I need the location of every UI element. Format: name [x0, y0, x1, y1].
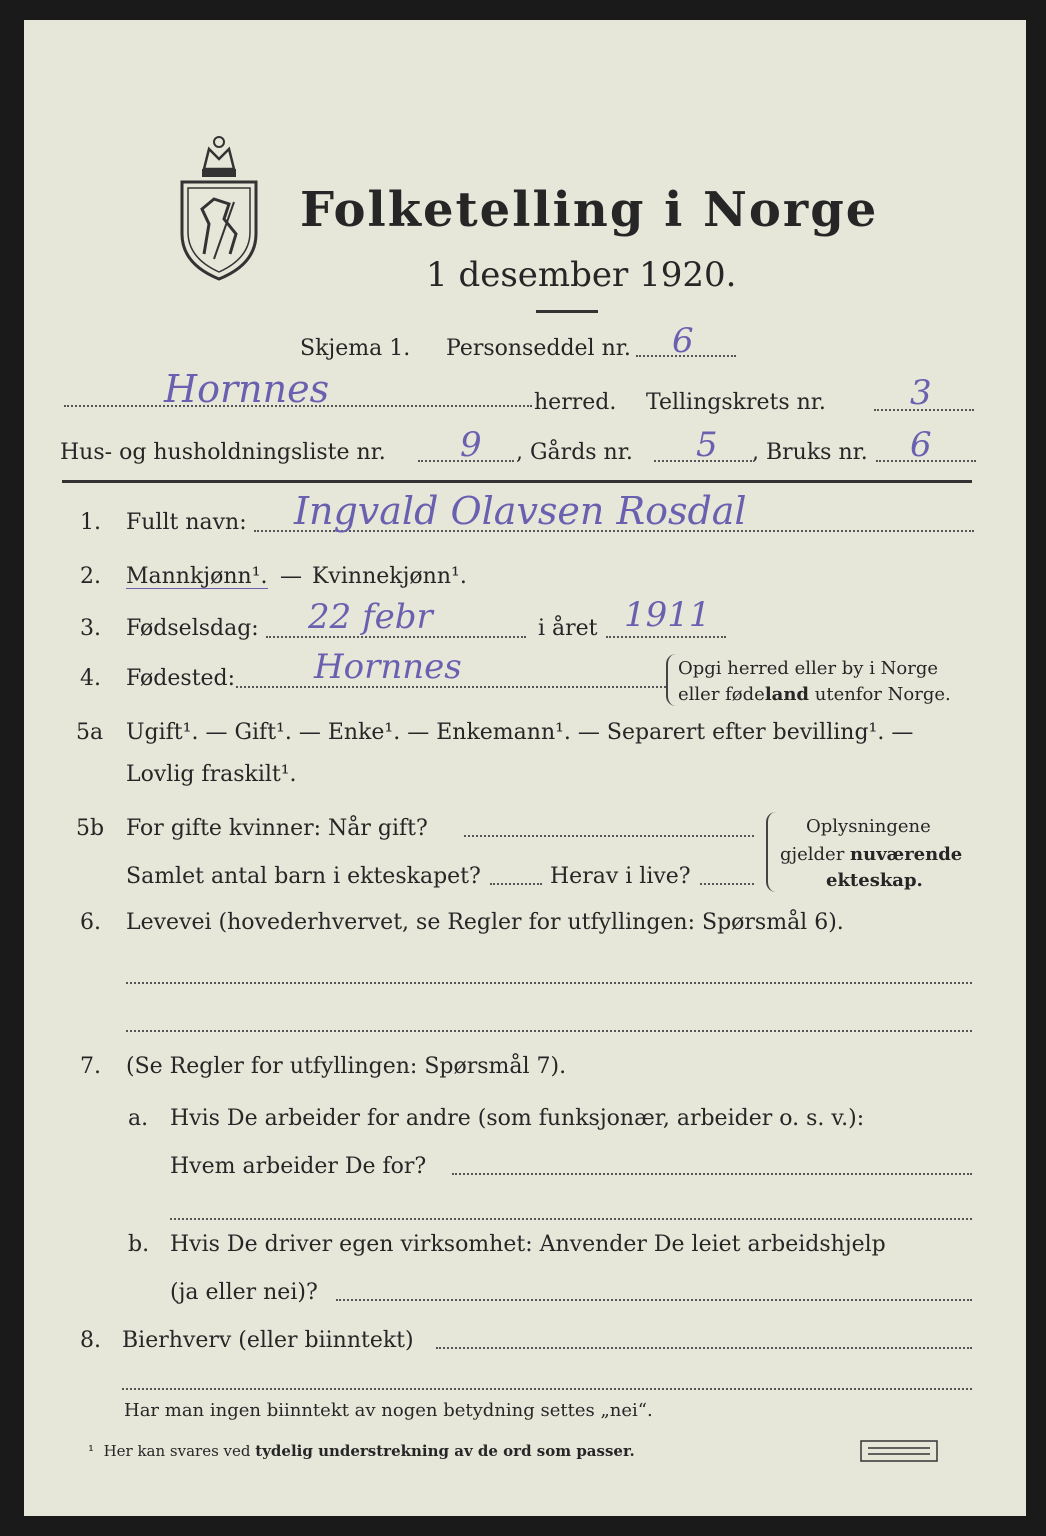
tellingskrets-number: 3 [910, 373, 932, 413]
q5b-children-alive: Herav i live? [550, 864, 691, 889]
q7-label: (Se Regler for utfyllingen: Spørsmål 7). [126, 1054, 567, 1079]
gards-label: , Gårds nr. [516, 440, 633, 465]
q7b-line2: (ja eller nei)? [170, 1280, 318, 1305]
q6-label: Levevei (hovederhvervet, se Regler for utfyllingen: Spørsmål 6). [126, 910, 844, 935]
q7b-line1: Hvis De driver egen virksomhet: Anvender De leiet arbeidshjelp [170, 1232, 886, 1257]
title-divider [536, 310, 598, 313]
q3-number: 3. [80, 616, 101, 641]
q6-number: 6. [80, 910, 101, 935]
footnote: ¹ Her kan svares ved tydelig understrekning av de ord som passer. [88, 1442, 635, 1460]
q8-label: Bierhverv (eller biinntekt) [122, 1328, 414, 1353]
form-title: Folketelling i Norge [300, 182, 879, 238]
q7b-letter: b. [128, 1232, 150, 1257]
q7a-line2: Hvem arbeider De for? [170, 1154, 427, 1179]
bruks-number: 6 [910, 425, 932, 465]
q3-birth-year: 1911 [624, 595, 711, 635]
no-income-note: Har man ingen biinntekt av nogen betydning settes „nei“. [124, 1400, 653, 1421]
q4-birthplace: Hornnes [314, 647, 462, 687]
q5b-when-married: For gifte kvinner: Når gift? [126, 816, 428, 841]
q3-birth-day: 22 febr [308, 597, 433, 637]
tellingskrets-label: Tellingskrets nr. [646, 390, 826, 415]
q2-number: 2. [80, 564, 101, 589]
q5a-options: Ugift¹. — Gift¹. — Enke¹. — Enkemann¹. — Separert efter bevilling¹. — [126, 720, 914, 745]
q7a-line1: Hvis De arbeider for andre (som funksjonær, arbeider o. s. v.): [170, 1106, 865, 1131]
q1-full-name: Ingvald Olavsen Rosdal [294, 489, 747, 533]
q7-number: 7. [80, 1054, 101, 1079]
q3-year-label: i året [538, 616, 598, 641]
q1-number: 1. [80, 510, 101, 535]
census-date: 1 desember 1920. [426, 255, 737, 295]
herred-label: herred. [534, 390, 617, 415]
q2-separator: — [280, 564, 302, 589]
bruks-label: , Bruks nr. [752, 440, 868, 465]
q5a-options-cont: Lovlig fraskilt¹. [126, 762, 297, 787]
q5a-number: 5a [76, 720, 104, 745]
q4-note-line2: eller fødeland utenfor Norge. [678, 684, 951, 705]
coat-of-arms-icon [174, 124, 264, 284]
q4-note-line1: Opgi herred eller by i Norge [678, 658, 939, 679]
q4-number: 4. [80, 666, 101, 691]
q5b-note-line3: ekteskap. [826, 870, 923, 891]
personseddel-number: 6 [672, 321, 694, 361]
q4-label: Fødested: [126, 666, 236, 691]
census-form [24, 20, 1026, 1516]
personseddel-label: Personseddel nr. [446, 336, 631, 361]
q5b-number: 5b [76, 816, 105, 841]
q3-label: Fødselsdag: [126, 616, 259, 641]
q5b-children-total: Samlet antal barn i ekteskapet? [126, 864, 481, 889]
schema-label: Skjema 1. [300, 336, 411, 361]
q5b-note-line1: Oplysningene [806, 816, 931, 837]
q5b-note-line2: gjelder nuværende [780, 844, 963, 865]
q8-number: 8. [80, 1328, 101, 1353]
q1-label: Fullt navn: [126, 510, 247, 535]
header-divider [62, 480, 972, 483]
q2-female: Kvinnekjønn¹. [312, 564, 467, 589]
q2-male: Mannkjønn¹. [126, 564, 268, 589]
printer-stamp-icon [860, 1440, 938, 1462]
household-list-number: 9 [460, 425, 482, 465]
herred-value: Hornnes [164, 367, 330, 411]
household-list-label: Hus- og husholdningsliste nr. [60, 440, 386, 465]
gards-number: 5 [696, 425, 718, 465]
q7a-letter: a. [128, 1106, 149, 1131]
